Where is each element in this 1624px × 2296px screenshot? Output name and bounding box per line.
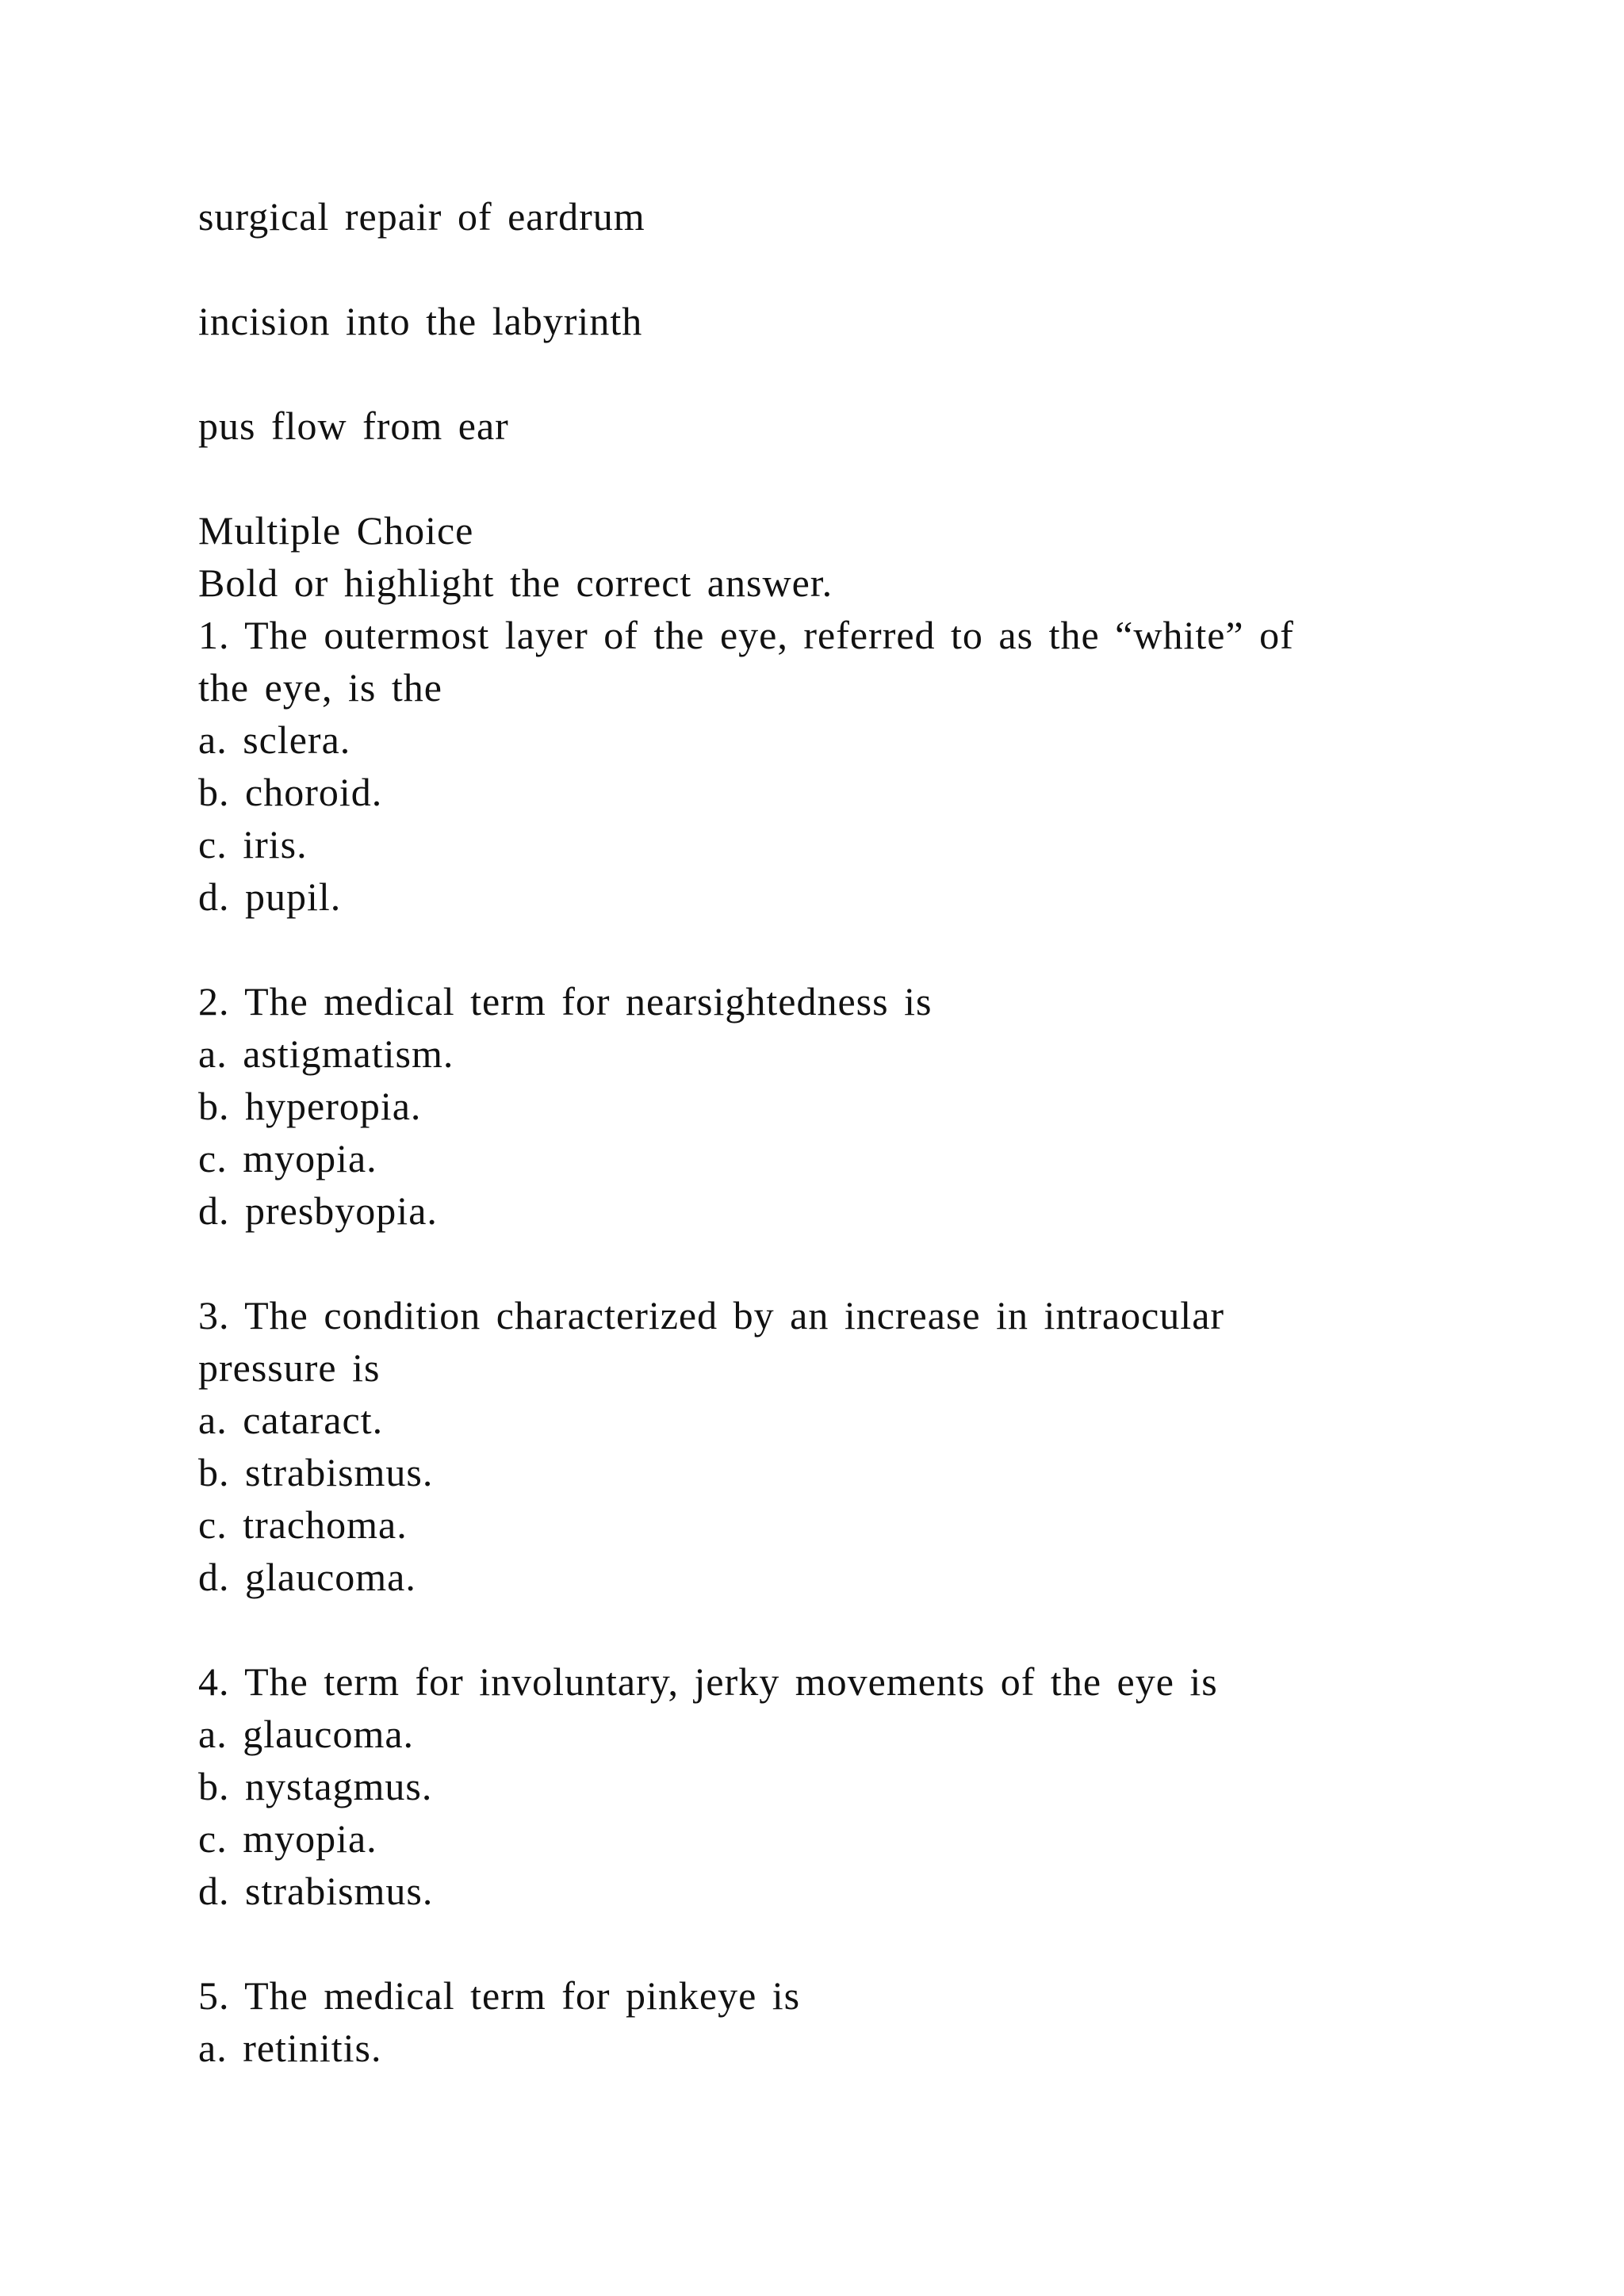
spacer	[198, 347, 1499, 400]
definition-line: incision into the labyrinth	[198, 299, 643, 343]
question-4	[198, 1655, 1499, 1917]
question-2	[198, 975, 1499, 1237]
question-1	[198, 609, 1499, 923]
question-text: 5. The medical term for pinkeye is	[198, 1973, 801, 2018]
spacer	[198, 923, 1499, 975]
question-text: 2. The medical term for nearsightedness is	[198, 979, 933, 1024]
answer-option-d[interactable]: d. pupil.	[198, 874, 342, 919]
question-3	[198, 1289, 1499, 1603]
answer-option-b[interactable]: b. nystagmus.	[198, 1764, 433, 1808]
answer-option-a[interactable]: a. glaucoma.	[198, 1712, 415, 1756]
answer-option-a[interactable]: a. retinitis.	[198, 2026, 382, 2070]
question-text: 1. The outermost layer of the eye, referred to as the “white” of	[198, 613, 1294, 657]
question-text: the eye, is the	[198, 665, 442, 710]
answer-option-d[interactable]: d. presbyopia.	[198, 1188, 438, 1233]
spacer	[198, 1603, 1499, 1655]
answer-option-b[interactable]: b. choroid.	[198, 770, 383, 814]
answer-option-d[interactable]: d. glaucoma.	[198, 1555, 416, 1599]
spacer	[198, 1237, 1499, 1289]
answer-option-d[interactable]: d. strabismus.	[198, 1869, 434, 1913]
answer-option-b[interactable]: b. strabismus.	[198, 1450, 434, 1494]
spacer	[198, 243, 1499, 295]
document-page	[198, 190, 1499, 2074]
answer-option-b[interactable]: b. hyperopia.	[198, 1084, 422, 1128]
answer-option-c[interactable]: c. trachoma.	[198, 1502, 408, 1547]
question-text: 3. The condition characterized by an increase in intraocular	[198, 1293, 1225, 1337]
question-text: pressure is	[198, 1345, 381, 1390]
answer-option-c[interactable]: c. myopia.	[198, 1816, 377, 1861]
question-text: 4. The term for involuntary, jerky movements of the eye is	[198, 1659, 1218, 1704]
answer-option-c[interactable]: c. myopia.	[198, 1136, 377, 1181]
spacer	[198, 1917, 1499, 1969]
spacer	[198, 452, 1499, 504]
answer-option-a[interactable]: a. sclera.	[198, 718, 351, 762]
definition-line: surgical repair of eardrum	[198, 194, 645, 239]
definition-line: pus flow from ear	[198, 404, 509, 448]
answer-option-c[interactable]: c. iris.	[198, 822, 308, 867]
question-5	[198, 1969, 1499, 2074]
answer-option-a[interactable]: a. cataract.	[198, 1398, 384, 1442]
answer-option-a[interactable]: a. astigmatism.	[198, 1031, 454, 1076]
section-instruction: Bold or highlight the correct answer.	[198, 561, 833, 605]
section-title: Multiple Choice	[198, 508, 474, 553]
